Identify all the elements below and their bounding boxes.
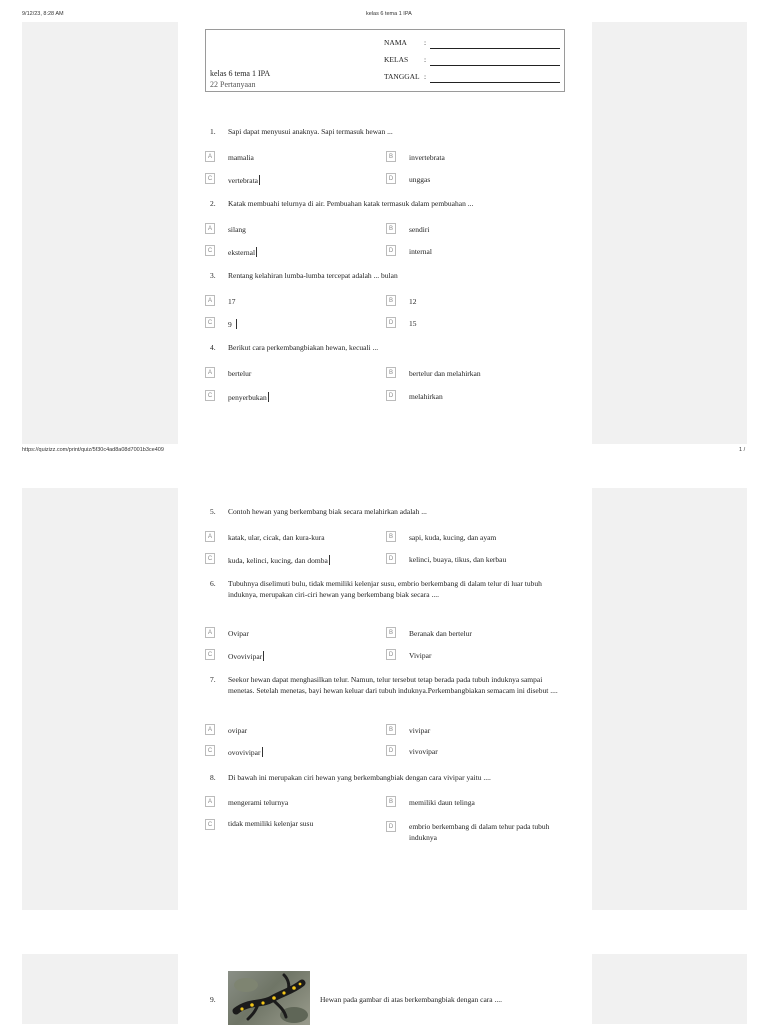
letter-box: D (386, 821, 396, 832)
question-text: Katak membuahi telurnya di air. Pembuahan katak termasuk dalam pembuahan ... (228, 199, 474, 208)
question-text: Rentang kelahiran lumba-lumba tercepat adalah ... bulan (228, 271, 398, 280)
print-page-number: 1 / (739, 447, 746, 453)
letter-box: B (386, 295, 396, 306)
salamander-image (228, 971, 310, 1025)
letter-box: A (205, 223, 215, 234)
field-nama[interactable]: NAMA : (384, 38, 426, 47)
field-label: NAMA (384, 38, 407, 47)
letter-box: A (205, 295, 215, 306)
letter-box: D (386, 553, 396, 564)
field-line (430, 65, 560, 66)
print-datetime: 9/12/23, 8:28 AM (22, 11, 64, 17)
letter-box: D (386, 317, 396, 328)
text-cursor (329, 555, 330, 565)
letter-box: C (205, 553, 215, 564)
text-cursor (268, 392, 269, 402)
page-2: 5. Contoh hewan yang berkembang biak secara melahirkan adalah ... A katak, ular, cicak, dan kura-kura B sapi, kuda, kucing, dan ayam C kuda, kelinci, kucing, dan domba D kelinci, buaya, tikus, dan kerbau 6. Tubuhnya diselimuti bulu, tidak memiliki kelenjar susu, embrio berkembang di dalam telur di luar tubuh induknya, merupakan ciri-ciri hewan yang berkembang biak secara .... A Ovipar B Beranak dan bertelur C Ovovivipar D Vivipar 7. Seekor hewan dapat menghasilkan telur. Namun, telur tersebut tetap berada pada tubuh induknya sampai menetas. Setelah menetas, bayi hewan keluar dari tubuh induknya.Perkembangbiakan semacam ini disebut .... A ovipar B vivipar C ovovivipar D vivovipar 8. Di bawah ini merupakan ciri hewan yang berkembangbiak dengan cara vivipar yaitu .... A mengerami telurnya B memiliki daun telinga C tidak memiliki kelenjar susu D embrio berkembang di dalam tehur pada tubuh induknya (178, 488, 592, 910)
field-label: TANGGAL (384, 72, 420, 81)
text-cursor (259, 175, 260, 185)
letter-box: C (205, 745, 215, 756)
question-text: Seekor hewan dapat menghasilkan telur. Namun, telur tersebut tetap berada pada tubuh induknya sampai menetas. Setelah menetas, bayi hewan keluar dari tubuh induknya.Perkembangbiakan semacam ini disebut .... (228, 675, 558, 695)
letter-box: A (205, 367, 215, 378)
question-count: 22 Pertanyaan (210, 80, 256, 89)
letter-box: B (386, 531, 396, 542)
quiz-title: kelas 6 tema 1 IPA (210, 69, 271, 78)
text-cursor (256, 247, 257, 257)
field-line (430, 48, 560, 49)
letter-box: A (205, 796, 215, 807)
field-label: KELAS (384, 55, 409, 64)
letter-box: C (205, 173, 215, 184)
letter-box: B (386, 627, 396, 638)
letter-box: B (386, 796, 396, 807)
letter-box: D (386, 390, 396, 401)
field-kelas[interactable]: KELAS : (384, 55, 426, 64)
student-info-box (205, 29, 565, 92)
page-1: kelas 6 tema 1 IPA 22 Pertanyaan NAMA : KELAS : TANGGAL : 1. Sapi dapat menyusui anaknya. Sapi termasuk hewan ... A mamalia B invertebrata C vertebrata D unggas 2. Katak membuahi telurnya di air. Pembuahan katak termasuk dalam pembuahan ... A silang B sendiri C eksternal D internal 3. Rentang kelahiran lumba-lumba tercepat adalah ... bulan A 17 B 12 C 9 D 15 4. Berikut cara perkembangbiakan hewan, kecuali ... A bertelur B bertelur dan melahirkan C penyerbukan D melahirkan (178, 22, 592, 444)
letter-box: C (205, 649, 215, 660)
letter-box: C (205, 819, 215, 830)
salamander-icon (228, 971, 310, 1025)
letter-box: A (205, 627, 215, 638)
letter-box: A (205, 151, 215, 162)
question-text: Contoh hewan yang berkembang biak secara melahirkan adalah ... (228, 507, 427, 516)
text-cursor (262, 747, 263, 757)
text-cursor (263, 651, 264, 661)
print-url: https://quizizz.com/print/quiz/5f30c4ad8a08d7001b3ce409 (22, 447, 164, 453)
letter-box: C (205, 317, 215, 328)
print-doc-title: kelas 6 tema 1 IPA (366, 11, 412, 17)
question-text: Di bawah ini merupakan ciri hewan yang berkembangbiak dengan cara vivipar yaitu .... (228, 773, 491, 782)
letter-box: C (205, 245, 215, 256)
field-line (430, 82, 560, 83)
question-text: Tubuhnya diselimuti bulu, tidak memiliki kelenjar susu, embrio berkembang di dalam telur di luar tubuh induknya, merupakan ciri-ciri hewan yang berkembang biak secara .... (228, 579, 542, 599)
letter-box: B (386, 367, 396, 378)
text-cursor (236, 319, 237, 329)
letter-box: B (386, 724, 396, 735)
letter-box: D (386, 173, 396, 184)
letter-box: A (205, 531, 215, 542)
question-text: Sapi dapat menyusui anaknya. Sapi termasuk hewan ... (228, 127, 393, 136)
letter-box: D (386, 245, 396, 256)
page-3: 9. Hewan pada gambar di atas berkembangbiak dengan cara .... (178, 954, 592, 1024)
letter-box: A (205, 724, 215, 735)
question-text: Berikut cara perkembangbiakan hewan, kecuali ... (228, 343, 379, 352)
letter-box: D (386, 745, 396, 756)
letter-box: C (205, 390, 215, 401)
letter-box: B (386, 151, 396, 162)
letter-box: D (386, 649, 396, 660)
letter-box: B (386, 223, 396, 234)
field-tanggal[interactable]: TANGGAL : (384, 72, 426, 81)
